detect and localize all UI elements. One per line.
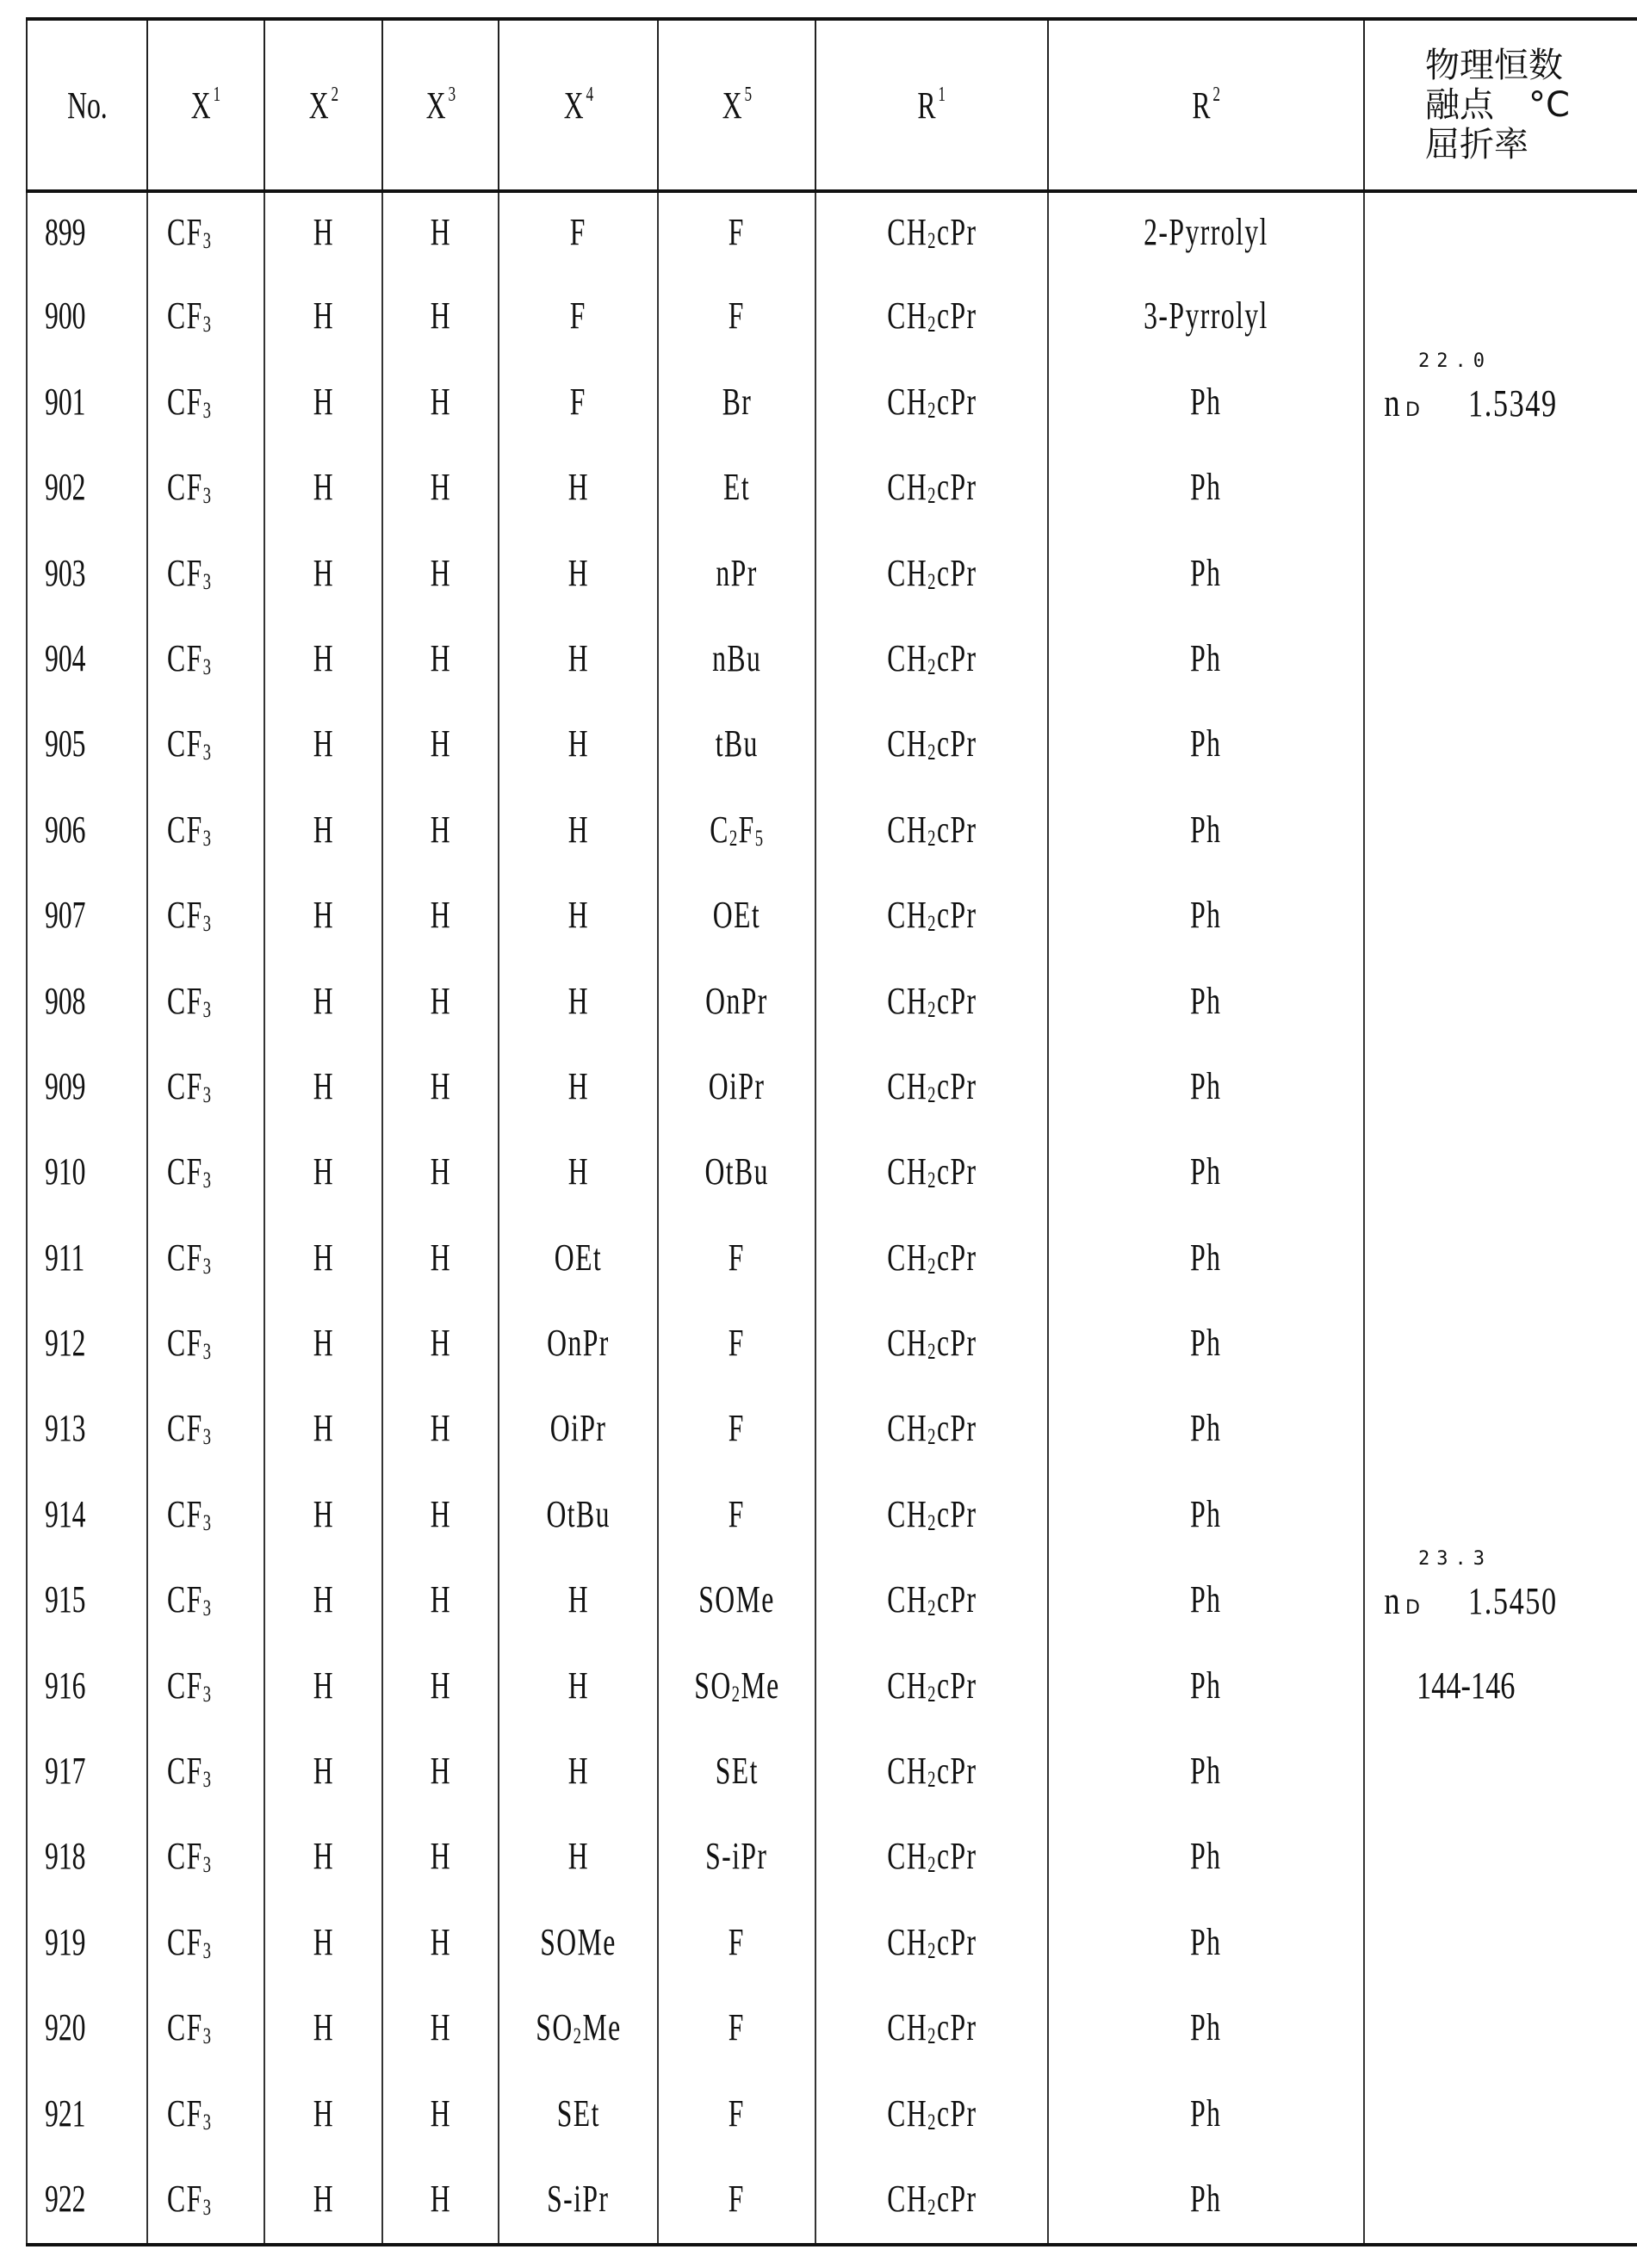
cell-no: 920 — [27, 1988, 147, 2073]
cell-x5: F — [658, 191, 815, 276]
table-row — [27, 448, 1637, 533]
table-row — [27, 1646, 1637, 1732]
cell-x4: H — [499, 1560, 658, 1645]
table-row — [27, 962, 1637, 1047]
cell-r1: $CH_2cPr$ — [815, 2160, 1048, 2245]
refractive-index-temperature: 23.3 — [1418, 1548, 1491, 1571]
cell-r2: 3-Pyrrolyl — [1048, 276, 1364, 362]
cell-no: 908 — [27, 962, 147, 1047]
cell-x3: H — [382, 363, 499, 448]
cell-no: 922 — [27, 2160, 147, 2245]
cell-x5: nBu — [658, 619, 815, 704]
header-phys-title: 物理恒数 — [1425, 46, 1563, 85]
cell-x2: H — [264, 1817, 382, 1902]
cell-r2: Ph — [1048, 962, 1364, 1047]
cell-r1: $CH_2cPr$ — [815, 363, 1048, 448]
cell-physical-constant — [1364, 1548, 1637, 1645]
cell-physical-constant — [1364, 704, 1637, 790]
cell-x5: OiPr — [658, 1047, 815, 1132]
cell-x5: Br — [658, 363, 815, 448]
cell-x1: $CF_3$ — [147, 448, 264, 533]
cell-x3: H — [382, 1475, 499, 1560]
cell-x2: H — [264, 1304, 382, 1389]
cell-physical-constant — [1364, 619, 1637, 704]
cell-x5: tBu — [658, 704, 815, 790]
cell-x1: $CF_3$ — [147, 2160, 264, 2245]
cell-r1: $CH_2cPr$ — [815, 276, 1048, 362]
cell-x1: $CF_3$ — [147, 876, 264, 961]
cell-x2: H — [264, 2160, 382, 2245]
cell-x2: H — [264, 363, 382, 448]
cell-r2: Ph — [1048, 1817, 1364, 1902]
table-row — [27, 2160, 1637, 2245]
cell-r2: Ph — [1048, 1988, 1364, 2073]
cell-x4: H — [499, 619, 658, 704]
refractive-index-value: 1.5450 — [1467, 1580, 1558, 1623]
cell-x5: F — [658, 2160, 815, 2245]
cell-x2: H — [264, 276, 382, 362]
refractive-index-subscript: D — [1405, 399, 1420, 421]
cell-r2: Ph — [1048, 1218, 1364, 1304]
cell-x5: S-iPr — [658, 1817, 815, 1902]
cell-no: 911 — [27, 1218, 147, 1304]
cell-physical-constant — [1364, 1903, 1637, 1988]
cell-x3: H — [382, 1560, 499, 1645]
cell-x1: $CF_3$ — [147, 619, 264, 704]
cell-r1: $CH_2cPr$ — [815, 619, 1048, 704]
cell-x2: H — [264, 1646, 382, 1732]
cell-x4: H — [499, 962, 658, 1047]
cell-x1: $CF_3$ — [147, 1475, 264, 1560]
header-x1: X $^1$ — [147, 19, 264, 191]
cell-x4: H — [499, 1817, 658, 1902]
cell-x4: H — [499, 704, 658, 790]
cell-x4: F — [499, 276, 658, 362]
cell-x3: H — [382, 1304, 499, 1389]
cell-physical-constant — [1364, 1646, 1637, 1732]
cell-r2: Ph — [1048, 1903, 1364, 1988]
cell-x5: $C_2F_5$ — [658, 790, 815, 876]
table-row — [27, 1903, 1637, 1988]
table-row — [27, 1475, 1637, 1560]
cell-physical-constant — [1364, 1132, 1637, 1218]
cell-x1: $CF_3$ — [147, 1646, 264, 1732]
cell-x2: H — [264, 1988, 382, 2073]
cell-x2: H — [264, 534, 382, 619]
cell-physical-constant — [1364, 1817, 1637, 1902]
cell-no: 916 — [27, 1646, 147, 1732]
cell-physical-constant — [1364, 2074, 1637, 2160]
cell-physical-constant — [1364, 191, 1637, 276]
cell-r1: $CH_2cPr$ — [815, 1389, 1048, 1474]
cell-x2: H — [264, 790, 382, 876]
cell-x1: $CF_3$ — [147, 790, 264, 876]
cell-r2: Ph — [1048, 534, 1364, 619]
cell-r1: $CH_2cPr$ — [815, 1218, 1048, 1304]
cell-x4: H — [499, 1132, 658, 1218]
cell-x5: F — [658, 1304, 815, 1389]
cell-x5: $SO_2Me$ — [658, 1646, 815, 1732]
cell-x1: $CF_3$ — [147, 534, 264, 619]
cell-r1: $CH_2cPr$ — [815, 2074, 1048, 2160]
cell-r2: Ph — [1048, 1646, 1364, 1732]
cell-x3: H — [382, 1389, 499, 1474]
cell-physical-constant — [1364, 276, 1637, 362]
cell-x5: F — [658, 1903, 815, 1988]
table-row — [27, 1132, 1637, 1218]
cell-x5: Et — [658, 448, 815, 533]
cell-r1: $CH_2cPr$ — [815, 1047, 1048, 1132]
cell-x3: H — [382, 1047, 499, 1132]
compound-table — [26, 17, 1637, 2246]
table-body — [27, 191, 1637, 2245]
cell-physical-constant — [1364, 962, 1637, 1047]
refractive-index-subscript: D — [1405, 1597, 1420, 1620]
cell-r1: $CH_2cPr$ — [815, 191, 1048, 276]
cell-no: 912 — [27, 1304, 147, 1389]
cell-x4: H — [499, 534, 658, 619]
cell-x1: $CF_3$ — [147, 1988, 264, 2073]
table-row — [27, 1218, 1637, 1304]
cell-r2: Ph — [1048, 363, 1364, 448]
cell-x1: $CF_3$ — [147, 1132, 264, 1218]
cell-r1: $CH_2cPr$ — [815, 1732, 1048, 1817]
cell-no: 903 — [27, 534, 147, 619]
cell-r2: Ph — [1048, 876, 1364, 961]
header-no: No. — [27, 19, 147, 191]
cell-x5: F — [658, 1475, 815, 1560]
cell-r2: Ph — [1048, 1560, 1364, 1645]
cell-r2: Ph — [1048, 1047, 1364, 1132]
cell-r2: Ph — [1048, 790, 1364, 876]
cell-no: 909 — [27, 1047, 147, 1132]
cell-physical-constant — [1364, 1304, 1637, 1389]
cell-r2: Ph — [1048, 1132, 1364, 1218]
melting-point-value: 144-146 — [1417, 1664, 1516, 1707]
cell-r2: Ph — [1048, 2074, 1364, 2160]
cell-x5: SOMe — [658, 1560, 815, 1645]
header-phys-melting-point: 融点 °C — [1425, 85, 1570, 125]
cell-x3: H — [382, 1988, 499, 2073]
cell-x3: H — [382, 1132, 499, 1218]
table-row — [27, 534, 1637, 619]
cell-r1: $CH_2cPr$ — [815, 1560, 1048, 1645]
cell-x5: OEt — [658, 876, 815, 961]
cell-x5: OtBu — [658, 1132, 815, 1218]
cell-x4: OiPr — [499, 1389, 658, 1474]
cell-x2: H — [264, 876, 382, 961]
cell-r2: Ph — [1048, 1732, 1364, 1817]
cell-r1: $CH_2cPr$ — [815, 962, 1048, 1047]
table-row — [27, 1304, 1637, 1389]
cell-x5: nPr — [658, 534, 815, 619]
header-x4: X $^4$ — [499, 19, 658, 191]
cell-x3: H — [382, 1732, 499, 1817]
cell-r2: Ph — [1048, 1389, 1364, 1474]
table-row — [27, 1817, 1637, 1902]
cell-r1: $CH_2cPr$ — [815, 534, 1048, 619]
cell-no: 913 — [27, 1389, 147, 1474]
cell-r2: Ph — [1048, 704, 1364, 790]
cell-r1: $CH_2cPr$ — [815, 1132, 1048, 1218]
cell-x3: H — [382, 276, 499, 362]
cell-x4: H — [499, 1047, 658, 1132]
header-r2: R $^2$ — [1048, 19, 1364, 191]
cell-r2: Ph — [1048, 448, 1364, 533]
cell-no: 904 — [27, 619, 147, 704]
cell-x3: H — [382, 2160, 499, 2245]
cell-x1: $CF_3$ — [147, 363, 264, 448]
cell-x3: H — [382, 876, 499, 961]
cell-r1: $CH_2cPr$ — [815, 1817, 1048, 1902]
table-row — [27, 790, 1637, 876]
cell-physical-constant — [1364, 1988, 1637, 2073]
cell-x1: $CF_3$ — [147, 276, 264, 362]
cell-physical-constant — [1364, 1389, 1637, 1474]
cell-x1: $CF_3$ — [147, 1560, 264, 1645]
table-row — [27, 704, 1637, 790]
cell-x3: H — [382, 1817, 499, 1902]
cell-x1: $CF_3$ — [147, 704, 264, 790]
cell-x5: F — [658, 1218, 815, 1304]
cell-x3: H — [382, 619, 499, 704]
table-row — [27, 2074, 1637, 2160]
cell-r2: Ph — [1048, 619, 1364, 704]
cell-x5: OnPr — [658, 962, 815, 1047]
cell-x4: OEt — [499, 1218, 658, 1304]
cell-r1: $CH_2cPr$ — [815, 1646, 1048, 1732]
cell-x2: H — [264, 448, 382, 533]
table-row — [27, 619, 1637, 704]
header-row — [27, 19, 1637, 191]
table-row — [27, 363, 1637, 448]
cell-x1: $CF_3$ — [147, 1903, 264, 1988]
cell-no: 905 — [27, 704, 147, 790]
cell-x4: H — [499, 876, 658, 961]
cell-physical-constant — [1364, 1475, 1637, 1560]
cell-physical-constant — [1364, 448, 1637, 533]
cell-r1: $CH_2cPr$ — [815, 876, 1048, 961]
table-row — [27, 1560, 1637, 1645]
cell-x1: $CF_3$ — [147, 1389, 264, 1474]
cell-no: 902 — [27, 448, 147, 533]
cell-no: 907 — [27, 876, 147, 961]
cell-no: 918 — [27, 1817, 147, 1902]
cell-no: 914 — [27, 1475, 147, 1560]
table-row — [27, 876, 1637, 961]
cell-x1: $CF_3$ — [147, 1047, 264, 1132]
cell-x4: F — [499, 363, 658, 448]
cell-x1: $CF_3$ — [147, 962, 264, 1047]
cell-x4: SOMe — [499, 1903, 658, 1988]
table-row — [27, 1047, 1637, 1132]
refractive-index — [1382, 350, 1583, 425]
cell-x3: H — [382, 704, 499, 790]
cell-x3: H — [382, 191, 499, 276]
header-phys-refractive-index: 屈折率 — [1425, 125, 1528, 164]
cell-x3: H — [382, 448, 499, 533]
cell-x4: SEt — [499, 2074, 658, 2160]
cell-x2: H — [264, 1389, 382, 1474]
cell-x3: H — [382, 1218, 499, 1304]
cell-physical-constant — [1364, 876, 1637, 961]
cell-no: 917 — [27, 1732, 147, 1817]
refractive-index-value: 1.5349 — [1467, 381, 1558, 424]
cell-x2: H — [264, 1903, 382, 1988]
cell-r2: Ph — [1048, 1304, 1364, 1389]
cell-physical-constant — [1364, 2160, 1637, 2245]
cell-physical-constant — [1364, 1732, 1637, 1817]
cell-r1: $CH_2cPr$ — [815, 790, 1048, 876]
header-r1: R $^1$ — [815, 19, 1048, 191]
cell-r2: Ph — [1048, 2160, 1364, 2245]
cell-x2: H — [264, 1218, 382, 1304]
table-row — [27, 276, 1637, 362]
cell-x3: H — [382, 1646, 499, 1732]
cell-no: 899 — [27, 191, 147, 276]
cell-x4: OtBu — [499, 1475, 658, 1560]
cell-x4: H — [499, 790, 658, 876]
cell-no: 919 — [27, 1903, 147, 1988]
cell-x3: H — [382, 2074, 499, 2160]
cell-x2: H — [264, 1475, 382, 1560]
cell-x3: H — [382, 1903, 499, 1988]
cell-physical-constant — [1364, 1047, 1637, 1132]
header-x3: X $^3$ — [382, 19, 499, 191]
cell-x3: H — [382, 534, 499, 619]
cell-physical-constant — [1364, 534, 1637, 619]
table-row — [27, 1988, 1637, 2073]
cell-x4: F — [499, 191, 658, 276]
cell-x2: H — [264, 1132, 382, 1218]
refractive-index — [1382, 1548, 1583, 1623]
header-x2: X $^2$ — [264, 19, 382, 191]
cell-x3: H — [382, 962, 499, 1047]
cell-x5: F — [658, 2074, 815, 2160]
cell-x4: $SO_2Me$ — [499, 1988, 658, 2073]
cell-x1: $CF_3$ — [147, 191, 264, 276]
cell-x4: OnPr — [499, 1304, 658, 1389]
cell-x4: H — [499, 448, 658, 533]
cell-x5: SEt — [658, 1732, 815, 1817]
cell-x4: S-iPr — [499, 2160, 658, 2245]
refractive-index-temperature: 22.0 — [1418, 350, 1491, 372]
cell-x2: H — [264, 2074, 382, 2160]
table-row — [27, 1389, 1637, 1474]
cell-no: 901 — [27, 363, 147, 448]
cell-physical-constant — [1364, 350, 1637, 448]
cell-x1: $CF_3$ — [147, 1732, 264, 1817]
cell-r1: $CH_2cPr$ — [815, 1903, 1048, 1988]
cell-r1: $CH_2cPr$ — [815, 1475, 1048, 1560]
cell-no: 915 — [27, 1560, 147, 1645]
cell-no: 910 — [27, 1132, 147, 1218]
cell-r1: $CH_2cPr$ — [815, 1988, 1048, 2073]
cell-x5: F — [658, 1389, 815, 1474]
cell-x5: F — [658, 1988, 815, 2073]
cell-physical-constant — [1364, 1218, 1637, 1304]
cell-x2: H — [264, 1560, 382, 1645]
cell-x4: H — [499, 1732, 658, 1817]
refractive-index-symbol: n — [1384, 1578, 1400, 1623]
cell-x2: H — [264, 704, 382, 790]
cell-x3: H — [382, 790, 499, 876]
cell-r1: $CH_2cPr$ — [815, 448, 1048, 533]
cell-x2: H — [264, 1732, 382, 1817]
cell-x1: $CF_3$ — [147, 1218, 264, 1304]
cell-x4: H — [499, 1646, 658, 1732]
cell-x2: H — [264, 1047, 382, 1132]
cell-no: 921 — [27, 2074, 147, 2160]
header-x5: X $^5$ — [658, 19, 815, 191]
header-physical-constants — [1364, 19, 1637, 191]
table-row — [27, 1732, 1637, 1817]
cell-physical-constant — [1364, 790, 1637, 876]
cell-x1: $CF_3$ — [147, 1304, 264, 1389]
cell-x5: F — [658, 276, 815, 362]
cell-x2: H — [264, 619, 382, 704]
cell-no: 900 — [27, 276, 147, 362]
cell-r2: 2-Pyrrolyl — [1048, 191, 1364, 276]
cell-x2: H — [264, 962, 382, 1047]
cell-x2: H — [264, 191, 382, 276]
cell-r1: $CH_2cPr$ — [815, 704, 1048, 790]
cell-x1: $CF_3$ — [147, 1817, 264, 1902]
cell-r1: $CH_2cPr$ — [815, 1304, 1048, 1389]
cell-x1: $CF_3$ — [147, 2074, 264, 2160]
table-row — [27, 191, 1637, 276]
cell-r2: Ph — [1048, 1475, 1364, 1560]
refractive-index-symbol: n — [1384, 380, 1400, 424]
cell-no: 906 — [27, 790, 147, 876]
